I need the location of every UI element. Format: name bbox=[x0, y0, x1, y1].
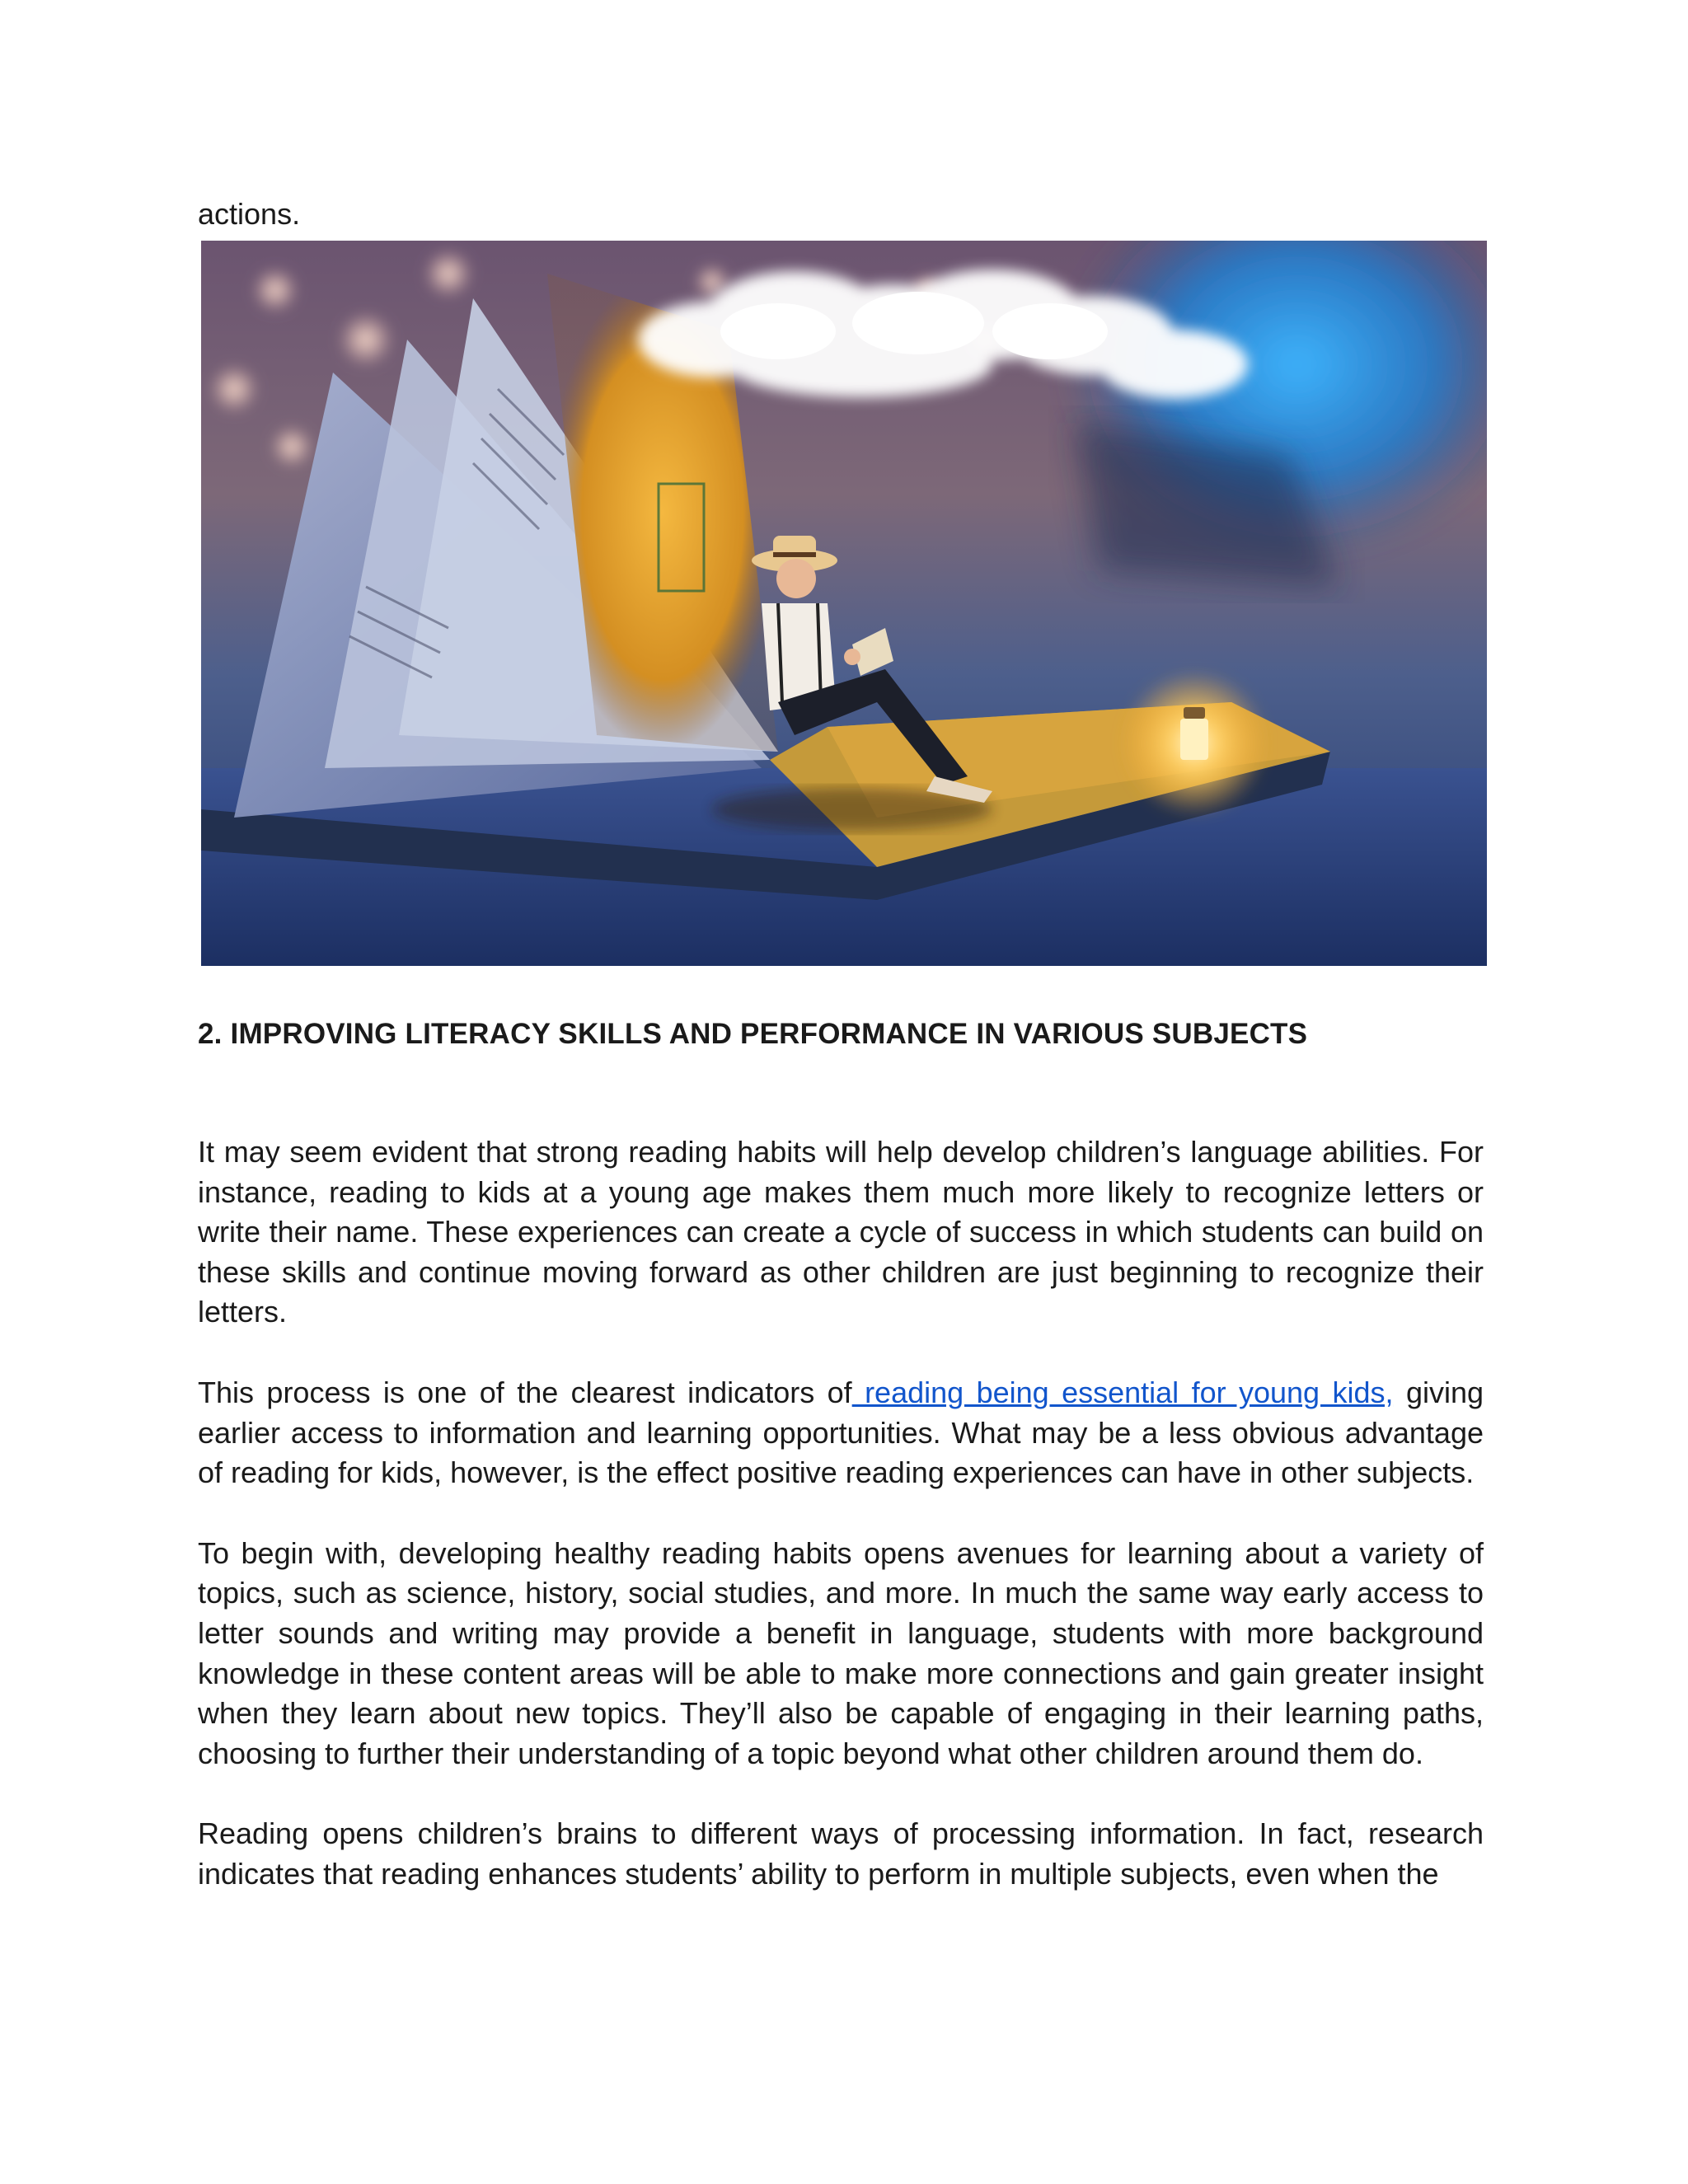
body-text bbox=[198, 1132, 1484, 1935]
section-heading: 2. IMPROVING LITERACY SKILLS AND PERFORMANCE IN VARIOUS SUBJECTS bbox=[198, 1018, 1308, 1050]
reading-essential-link[interactable]: reading being essential for young kids, bbox=[851, 1375, 1394, 1409]
paragraph-2-lead: This process is one of the clearest indicators of bbox=[198, 1375, 852, 1409]
paragraph-2 bbox=[198, 1373, 1484, 1493]
paragraph-1: It may seem evident that strong reading habits will help develop children’s language abilities. For instance, reading to kids at a young age makes them much more likely to recognize letters or write their name. These experiences can create a cycle of success in which students can build on these skills and continue moving forward as other children are just beginning to recognize their letters. bbox=[198, 1135, 1484, 1329]
lead-fragment: actions. bbox=[198, 197, 301, 231]
paragraph-4: Reading opens children’s brains to different ways of processing information. In fact, research indicates that reading enhances students’ ability to perform in multiple subjects, even when the bbox=[198, 1816, 1484, 1891]
paragraph-2-rest: giving earlier access to information and learning opportunities. What may be a less obvious advantage of reading for kids, however, is the effect positive reading experiences can have in other subjects. bbox=[198, 1375, 1484, 1490]
book-reader-illustration bbox=[201, 241, 1487, 966]
paragraph-3: To begin with, developing healthy reading habits opens avenues for learning about a variety of topics, such as science, history, social studies, and more. In much the same way early access to letter sounds and writing may provide a benefit in language, students with more background knowledge in these content areas will be able to make more connections and gain greater insight when they learn about new topics. They’ll also be capable of engaging in their learning paths, choosing to further their understanding of a topic beyond what other children around them do. bbox=[198, 1535, 1484, 1770]
